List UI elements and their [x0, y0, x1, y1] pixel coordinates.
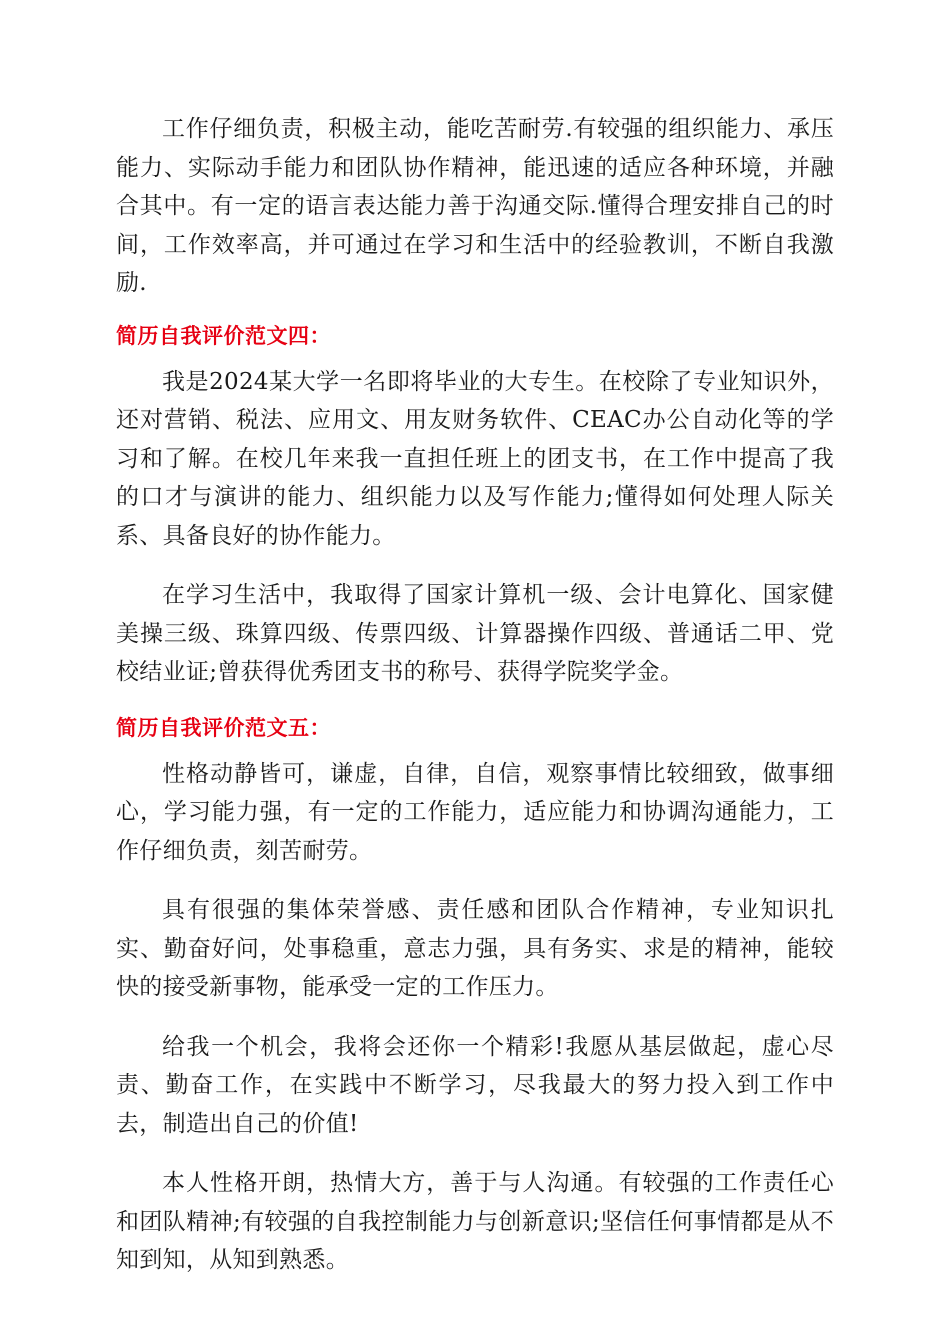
section-heading-5: 简历自我评价范文五：	[116, 715, 331, 740]
document-page	[116, 110, 834, 1301]
section5-paragraph-3: 给我一个机会，我将会还你一个精彩!我愿从基层做起，虚心尽责、勤奋工作，在实践中不断学习，尽我最大的努力投入到工作中去，制造出自己的价值!	[116, 1033, 834, 1137]
section5-paragraph-2: 具有很强的集体荣誉感、责任感和团队合作精神，专业知识扎实、勤奋好问，处事稳重，意志力强，具有务实、求是的精神，能较快的接受新事物，能承受一定的工作压力。	[116, 897, 834, 1000]
section5-paragraph-1: 性格动静皆可，谦虚，自律，自信，观察事情比较细致，做事细心，学习能力强，有一定的工作能力，适应能力和协调沟通能力，工作仔细负责，刻苦耐劳。	[116, 760, 834, 864]
section4-paragraph-2: 在学习生活中，我取得了国家计算机一级、会计电算化、国家健美操三级、珠算四级、传票四级、计算器操作四级、普通话二甲、党校结业证;曾获得优秀团支书的称号、获得学院奖学金。	[116, 582, 834, 685]
section4-paragraph-1: 我是2024某大学一名即将毕业的大专生。在校除了专业知识外，还对营销、税法、应用文、用友财务软件、CEAC办公自动化等的学习和了解。在校几年来我一直担任班上的团支书，在工作中提高了我的口才与演讲的能力、组织能力以及写作能力;懂得如何处理人际关系、具备良好的协作能力。	[116, 368, 834, 549]
section5-paragraph-4: 本人性格开朗，热情大方，善于与人沟通。有较强的工作责任心和团队精神;有较强的自我控制能力与创新意识;坚信任何事情都是从不知到知，从知到熟悉。	[116, 1170, 834, 1273]
section-heading-4: 简历自我评价范文四：	[116, 323, 331, 348]
intro-paragraph: 工作仔细负责，积极主动，能吃苦耐劳.有较强的组织能力、承压能力、实际动手能力和团队协作精神，能迅速的适应各种环境，并融合其中。有一定的语言表达能力善于沟通交际.懂得合理安排自己的时间，工作效率高，并可通过在学习和生活中的经验教训，不断自我激励.	[116, 116, 834, 296]
